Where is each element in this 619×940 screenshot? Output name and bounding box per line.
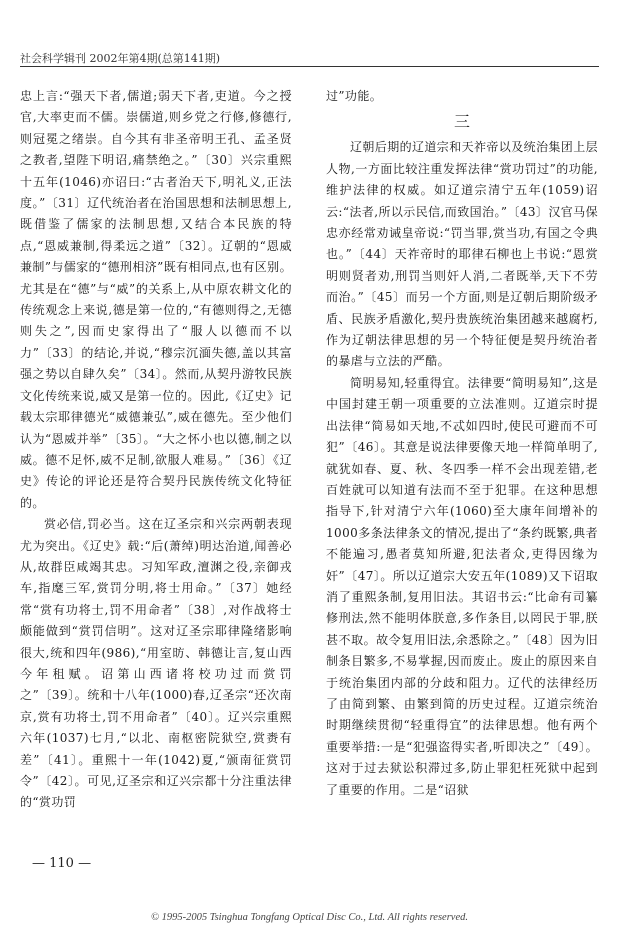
header-divider <box>20 66 599 67</box>
continued-line: 过”功能。 <box>326 89 383 103</box>
right-column <box>326 86 598 856</box>
journal-header: 社会科学辑刊 2002年第4期(总第141期) <box>20 52 221 65</box>
copyright-footer: © 1995-2005 Tsinghua Tongfang Optical Disc Co., Ltd. All rights reserved. <box>151 912 468 923</box>
section-heading: 三 <box>453 112 470 132</box>
body-paragraph: 简明易知,轻重得宜。法律要“简明易知”,这是中国封建王朝一项重要的立法准则。辽道宗时提出法律“简易如天地,不忒如四时,使民可避而不可犯”〔46〕。其意是说法律要像天地一样简单明了,就犹如春、夏、秋、冬四季一样不会出现差错,老百姓就可以知道有法而不至于犯罪。在这种思想指导下,针对清宁六年(1060)至大康年间增补的1000多条法律条文的情况,提出了“条约既繁,典者不能遍习,愚者莫知所避,犯法者众,吏得因缘为奸”〔47〕。所以辽道宗大安五年(1089)又下诏取消了重熙条制,复用旧法。其诏书云:“比命有司纂修刑法,然不能明体朕意,多作条目,以罔民于罪,朕甚不取。故令复用旧法,余悉除之。”〔48〕因为旧制条目繁多,不易掌握,因而废止。废止的原因来自于统治集团内部的分歧和阻力。辽代的法律经历了由简到繁、由繁到简的历史过程。辽道宗统治时期继续贯彻“轻重得宜”的法律思想。他有两个重要举措:一是“犯强盗得实者,听即决之”〔49〕。这对于过去狱讼积滞过多,防止罪犯枉死狱中起到了重要的作用。二是“诏狱 <box>326 375 598 797</box>
left-column <box>20 86 292 856</box>
body-paragraph: 辽朝后期的辽道宗和天祚帝以及统治集团上层人物,一方面比较注重发挥法律“赏功罚过”的功能,维护法律的权威。如辽道宗清宁五年(1059)诏云:“法者,所以示民信,而致国治。”〔43〕汉官马保忠亦经常劝诫皇帝说:“罚当罪,赏当功,有国之令典也。”〔44〕天祚帝时的耶律石柳也上书说:“恩赏明则贤者劝,刑罚当则奸人消,二者既举,天下不劳而治。”〔45〕而另一个方面,则是辽朝后期阶级矛盾、民族矛盾激化,契丹贵族统治集团越来越腐朽,作为辽朝法律思想的另一个特征便是契丹统治者的暴虐与立法的严酷。 <box>326 140 598 369</box>
body-paragraph: 忠上言:“强天下者,儒道;弱天下者,吏道。今之授官,大率吏而不儒。崇儒道,则乡党之行修,修德行,则冠冕之绪崇。自今其有非圣帝明王孔、孟圣贤之教者,望陛下明诏,痛禁绝之。”〔30〕兴宗重熙十五年(1046)亦诏曰:“古者治天下,明礼义,正法度。”〔31〕辽代统治者在治国思想和法制思想上,既借鉴了儒家的法制思想,又结合本民族的特点,“恩威兼制,得柔远之道”〔32〕。辽朝的“恩威兼制”与儒家的“德刑相济”既有相同点,也有区别。尤其是在“德”与“威”的关系上,从中原农耕文化的传统观念上来说,德是第一位的,“有德则得之,无德则失之”,因而史家得出了“服人以德而不以力”〔33〕的结论,并说,“穆宗沉湎失德,盖以其富强之势以自肆久矣”〔34〕。然而,从契丹游牧民族文化传统来说,威又是第一位的。因此,《辽史》记载太宗耶律德光“威德兼弘”,威在德先。至少他们认为“恩威并举”〔35〕。“大之怀小也以德,制之以威。德不足怀,威不足制,欲服人难易。”〔36〕《辽史》传论的评论还是符合契丹民族传统文化特征的。 <box>20 89 292 510</box>
page-number: — 110 — <box>32 856 92 871</box>
body-paragraph: 赏必信,罚必当。这在辽圣宗和兴宗两朝表现尤为突出。《辽史》载:“后(萧绰)明达治道,闻善必从,故群臣咸竭其忠。习知军政,澶渊之役,亲御戎车,指麾三军,赏罚分明,将士用命。”〔37〕她经常“赏有功将士,罚不用命者”〔38〕,对作战将士颇能做到“赏罚信明”。这对辽圣宗耶律隆绪影响很大,统和四年(986),“用室昉、韩德让言,复山西今年租赋。诏第山西诸将校功过而赏罚之”〔39〕。统和十八年(1000)春,辽圣宗“还次南京,赏有功将士,罚不用命者”〔40〕。辽兴宗重熙六年(1037)七月,“以北、南枢密院狱空,赏赉有差”〔41〕。重熙十一年(1042)夏,“颁南征赏罚令”〔42〕。可见,辽圣宗和辽兴宗都十分注重法律的“赏功罚 <box>20 517 292 810</box>
